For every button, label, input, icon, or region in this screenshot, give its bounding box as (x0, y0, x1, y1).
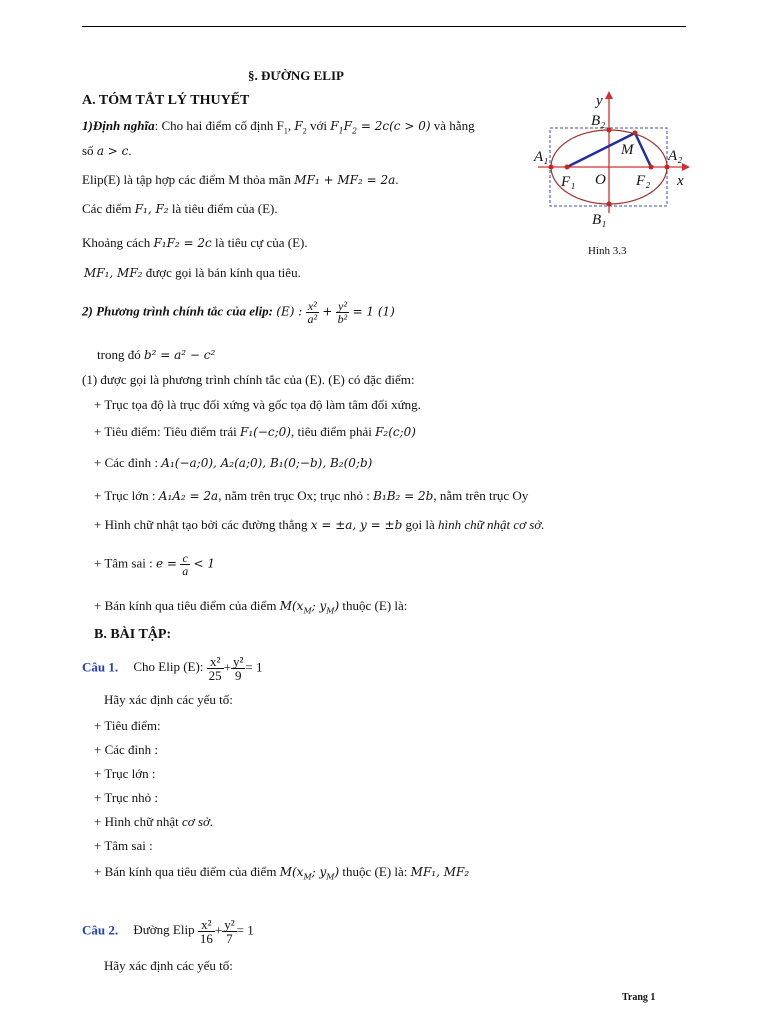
frac-num: x² (207, 655, 224, 669)
elip-def-text: Elip(E) là tập hợp các điểm M thỏa mãn (82, 172, 295, 187)
properties-intro: (1) được gọi là phương trình chính tắc của (E). (E) có đặc điểm: (82, 372, 415, 387)
q1-fraction-y (231, 655, 245, 682)
q2-fraction-x (198, 918, 215, 945)
prop-vertices-a: + Các đỉnh : (94, 455, 162, 470)
frac-num: y² (224, 917, 235, 932)
q1-item-focal-radius: + Bán kính qua tiêu điểm của điểm $M(x_M$; $y_M$) thuộc (E) là: MF₁, MF₂ (94, 864, 470, 882)
where-text: trong đó (97, 347, 144, 362)
question-2-ask: Hãy xác định các yếu tố: (104, 958, 233, 973)
foci-formula: F₁, F₂ (134, 202, 169, 216)
prop-axes-minor: B₁B₂ = 2b (373, 489, 434, 503)
prop-radius-m: M(x (279, 599, 304, 613)
segment-mf2 (635, 133, 651, 167)
label-y: y (596, 93, 603, 109)
fraction-x-over-a (306, 300, 320, 325)
prop-radius-y: ; y (311, 599, 327, 613)
prop-ecc-a: + Tâm sai : (94, 555, 156, 571)
frac-den: b² (337, 312, 348, 326)
y-axis-arrow-icon (605, 91, 613, 99)
focal-text-a: Khoảng cách (82, 235, 154, 250)
figure-caption: Hình 3.3 (588, 245, 627, 257)
ellipse-figure (532, 88, 694, 228)
definition-tail: và hằng (430, 118, 475, 133)
label-o: O (595, 172, 606, 188)
definition-line-1: 1)Định nghĩa: Cho hai điểm cố định $F_1$, $F_2$ với $F_1F_2 = 2c(c > 0)$ và hằng (82, 118, 475, 136)
question-1-header: Câu 1. Cho Elip (E): $\frac{\text{x²}}{25}$ + $\frac{\text{y²}}{9}$ = 1 (82, 654, 263, 683)
top-rule (82, 26, 686, 27)
question-1-label: Câu 1. (82, 659, 119, 675)
q1-rad-m: M(x (279, 865, 304, 879)
q1-item-rectangle (94, 814, 213, 830)
prop-rect-a: + Hình chữ nhật tạo bởi các đường thẳng (94, 517, 311, 532)
question-1-ask: Hãy xác định các yếu tố: (104, 692, 233, 707)
prop-rect-formula: x = ±a, y = ±b (310, 518, 403, 532)
q1-equals: = 1 (245, 659, 263, 675)
prop-rect-c: gọi là (402, 517, 439, 532)
frac-den: a (182, 564, 189, 578)
foci-line (82, 201, 278, 217)
prop-vertices-formula: A₁(−a;0), A₂(a;0), B₁(0;−b), B₂(0;b) (161, 456, 373, 470)
prop-ecc-e: e = (155, 556, 177, 571)
frac-den: 7 (226, 931, 233, 946)
q2-equals: = 1 (236, 922, 254, 938)
property-base-rectangle (94, 517, 545, 533)
property-symmetry: + Trục tọa độ là trục đối xứng và gốc tọa độ làm tâm đối xứng. (94, 397, 421, 412)
definition-condition: a > c (96, 144, 129, 158)
prop-radius-e: thuộc (E) là: (339, 598, 408, 613)
definition-period: . (128, 143, 132, 158)
definition-formula: $F_1F_2 = 2c(c > 0)$ (330, 119, 431, 136)
focal-formula: F₁F₂ = 2c (153, 236, 212, 250)
q1-fraction-x (207, 655, 224, 682)
definition-line-2 (82, 143, 132, 159)
section-a-heading: A. TÓM TẮT LÝ THUYẾT (82, 93, 250, 108)
frac-num: y² (336, 300, 350, 313)
frac-num: x² (198, 918, 215, 932)
radius-line (84, 265, 301, 281)
label-f2: F₂ (636, 173, 651, 189)
focal-distance-line (82, 235, 308, 251)
question-2-text: Đường Elip (133, 922, 195, 938)
question-1-text: Cho Elip (E): (133, 659, 204, 675)
canonical-rest: = 1 (1) (352, 304, 395, 319)
prop-foci-a: + Tiêu điểm: Tiêu điểm trái (94, 424, 241, 439)
prop-axes-a: + Trục lớn : (94, 488, 159, 503)
q1-item-minor-axis: + Trục nhỏ : (94, 790, 159, 805)
frac-den: 16 (199, 931, 213, 946)
radius-text: được gọi là bán kính qua tiêu. (142, 265, 301, 280)
label-a1: A₁ (534, 149, 549, 165)
q1-rad-e: thuộc (E) là: (339, 864, 411, 879)
point-b2 (607, 128, 612, 133)
canonical-equation-line: 2) Phương trình chính tắc của elip: (E) : $\frac{\text{x²}}{\text{a²}}$ + $\frac{\text{y²}}{\text{b²}}$ = 1 (1) (82, 299, 395, 326)
canonical-e: (E) : (276, 304, 303, 319)
property-focal-radius: + Bán kính qua tiêu điểm của điểm $M(x_M$; $y_M$) thuộc (E) là: (94, 598, 408, 616)
frac-num: x² (306, 300, 320, 313)
elip-def-end: . (395, 172, 399, 187)
label-b1: B₁ (592, 212, 607, 228)
fraction-y-over-b (336, 300, 350, 325)
foci-text-b: là tiêu điểm của (E). (168, 201, 278, 216)
frac-num: c (180, 552, 190, 565)
canonical-label: 2) Phương trình chính tắc của elip: (82, 303, 274, 319)
x-axis-arrow-icon (682, 163, 690, 171)
definition-text: : Cho hai điểm cố định F (154, 118, 284, 133)
question-2-header: Câu 2. Đường Elip $\frac{\text{x²}}{16}$ + $\frac{\text{y²}}{7}$ = 1 (82, 917, 254, 946)
q1-rad-y: ; y (311, 865, 327, 879)
where-line (97, 347, 215, 363)
page-number: Trang 1 (622, 992, 656, 1003)
q2-fraction-y (222, 918, 236, 945)
frac-den: a² (307, 312, 318, 326)
label-b2: B₂ (591, 113, 606, 129)
foci-text-a: Các điểm (82, 201, 135, 216)
point-f2 (649, 165, 654, 170)
prop-ecc-ineq: < 1 (193, 556, 215, 571)
frac-den: 25 (208, 668, 222, 683)
property-vertices (94, 455, 372, 471)
q1-rad-f: MF₁, MF₂ (410, 865, 470, 879)
q1-rad-a: + Bán kính qua tiêu điểm của điểm (94, 864, 280, 879)
frac-den: 9 (234, 668, 242, 683)
point-m (633, 131, 638, 136)
prop-axes-major: A₁A₂ = 2a (158, 489, 219, 503)
frac-num: y² (233, 654, 244, 669)
label-a2: A₂ (668, 148, 683, 164)
focal-text-b: là tiêu cự của (E). (211, 235, 308, 250)
prop-rect-term: hình chữ nhật cơ sở. (438, 517, 545, 532)
prop-radius-a: + Bán kính qua tiêu điểm của điểm (94, 598, 280, 613)
elip-definition (82, 172, 399, 188)
definition-label: 1)Định nghĩa (82, 118, 155, 133)
q1-item-foci: + Tiêu điểm: (94, 718, 161, 733)
point-b1 (607, 202, 612, 207)
prop-foci-right: F₂(c;0) (375, 425, 416, 439)
q1-item-eccentricity: + Tâm sai : (94, 838, 153, 853)
label-f1: F₁ (561, 174, 576, 190)
q1-item-major-axis: + Trục lớn : (94, 766, 156, 781)
question-2-label: Câu 2. (82, 922, 119, 938)
point-a2 (665, 165, 670, 170)
property-eccentricity (94, 552, 215, 577)
fraction-c-over-a (180, 552, 190, 577)
point-f1 (565, 165, 570, 170)
where-formula: b² = a² − c² (143, 348, 216, 362)
section-b-heading: B. BÀI TẬP: (94, 627, 172, 642)
q1-rect-b: cơ sở. (182, 814, 214, 829)
radius-formula: MF₁, MF₂ (84, 266, 143, 280)
property-foci (94, 424, 416, 440)
point-a1 (549, 165, 554, 170)
label-x: x (677, 173, 684, 189)
prop-radius-close: ) (334, 599, 340, 613)
q1-rect-a: + Hình chữ nhật (94, 814, 183, 829)
prop-axes-e: , nằm trên trục Oy (433, 488, 529, 503)
page-title: §. ĐƯỜNG ELIP (248, 68, 344, 83)
label-m: M (621, 142, 634, 158)
q1-rad-close: ) (334, 865, 340, 879)
prop-foci-left: F₁(−c;0) (240, 425, 291, 439)
prop-axes-c: , nằm trên trục Ox; trục nhỏ : (218, 488, 374, 503)
property-axes (94, 488, 528, 504)
q1-item-vertices: + Các đỉnh : (94, 742, 159, 757)
definition-with: với (306, 118, 331, 133)
elip-def-formula: MF₁ + MF₂ = 2a (294, 173, 396, 187)
prop-foci-c: , tiêu điểm phải (290, 424, 376, 439)
definition-so: số (82, 143, 97, 158)
